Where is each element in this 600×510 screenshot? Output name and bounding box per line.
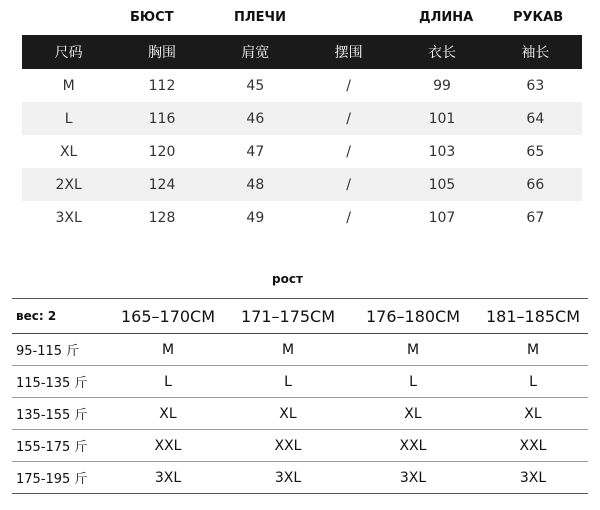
weight-range: 115-135 斤 (12, 366, 108, 398)
table-cell: XXL (228, 430, 348, 462)
table-cell: 99 (395, 69, 488, 102)
label-sleeve: РУКАВ (513, 10, 564, 25)
header-size: 尺码 (22, 35, 115, 69)
header-bust: 胸围 (115, 35, 208, 69)
table-cell: L (478, 366, 588, 398)
table-cell: XL (228, 398, 348, 430)
table-cell: / (302, 102, 395, 135)
weight-range: 175-195 斤 (12, 462, 108, 494)
table-cell: 103 (395, 135, 488, 168)
table-cell: 3XL (478, 462, 588, 494)
table-cell: 128 (115, 201, 208, 234)
table-cell: L (108, 366, 228, 398)
height-weight-size-table (12, 298, 588, 494)
label-shoulders: ПЛЕЧИ (234, 10, 286, 25)
table-cell: L (22, 102, 115, 135)
height-header-row (12, 299, 588, 334)
table-row (22, 135, 582, 168)
table-row (22, 168, 582, 201)
table-cell: 3XL (348, 462, 478, 494)
height-header: 171–175CM (228, 299, 348, 334)
table-row (12, 462, 588, 494)
table-cell: 48 (209, 168, 302, 201)
label-bust: БЮСТ (130, 10, 174, 25)
table-cell: / (302, 69, 395, 102)
header-hem: 摆围 (302, 35, 395, 69)
label-length: ДЛИНА (419, 10, 474, 25)
table-cell: 64 (489, 102, 582, 135)
table-cell: 2XL (22, 168, 115, 201)
weight-range: 135-155 斤 (12, 398, 108, 430)
table-cell: M (478, 334, 588, 366)
table-cell: 107 (395, 201, 488, 234)
table-cell: L (228, 366, 348, 398)
header-sleeve: 袖长 (489, 35, 582, 69)
table-cell: 65 (489, 135, 582, 168)
table-cell: XL (22, 135, 115, 168)
table-cell: / (302, 201, 395, 234)
table-cell: 120 (115, 135, 208, 168)
table-cell: M (348, 334, 478, 366)
weight-range: 155-175 斤 (12, 430, 108, 462)
table-row (22, 102, 582, 135)
table-cell: 124 (115, 168, 208, 201)
table-cell: 3XL (22, 201, 115, 234)
table-row (22, 69, 582, 102)
table-cell: 3XL (108, 462, 228, 494)
height-header: 181–185CM (478, 299, 588, 334)
table-cell: XL (348, 398, 478, 430)
table-cell: 105 (395, 168, 488, 201)
table-cell: 63 (489, 69, 582, 102)
table-cell: / (302, 168, 395, 201)
table-row (12, 366, 588, 398)
table-cell: 66 (489, 168, 582, 201)
height-header: 176–180CM (348, 299, 478, 334)
table-cell: M (108, 334, 228, 366)
table-cell: M (228, 334, 348, 366)
table-cell: L (348, 366, 478, 398)
table-cell: XXL (108, 430, 228, 462)
weight-corner-label: вес: 2 (12, 299, 108, 334)
height-header: 165–170CM (108, 299, 228, 334)
header-length: 衣长 (395, 35, 488, 69)
table-cell: XL (108, 398, 228, 430)
table-cell: 3XL (228, 462, 348, 494)
weight-range: 95-115 斤 (12, 334, 108, 366)
table-cell: / (302, 135, 395, 168)
russian-column-labels (0, 10, 600, 30)
size-table-header-row (22, 35, 582, 69)
height-title: рост (272, 272, 303, 286)
table-row (22, 201, 582, 234)
table-cell: XL (478, 398, 588, 430)
size-measurement-table (22, 35, 582, 234)
table-cell: 112 (115, 69, 208, 102)
table-cell: XXL (478, 430, 588, 462)
header-shoulder: 肩宽 (209, 35, 302, 69)
table-cell: 49 (209, 201, 302, 234)
table-row (12, 334, 588, 366)
table-cell: 67 (489, 201, 582, 234)
table-cell: 101 (395, 102, 488, 135)
table-cell: 45 (209, 69, 302, 102)
table-cell: XXL (348, 430, 478, 462)
table-cell: 47 (209, 135, 302, 168)
table-row (12, 430, 588, 462)
table-row (12, 398, 588, 430)
table-cell: 46 (209, 102, 302, 135)
table-cell: M (22, 69, 115, 102)
table-cell: 116 (115, 102, 208, 135)
